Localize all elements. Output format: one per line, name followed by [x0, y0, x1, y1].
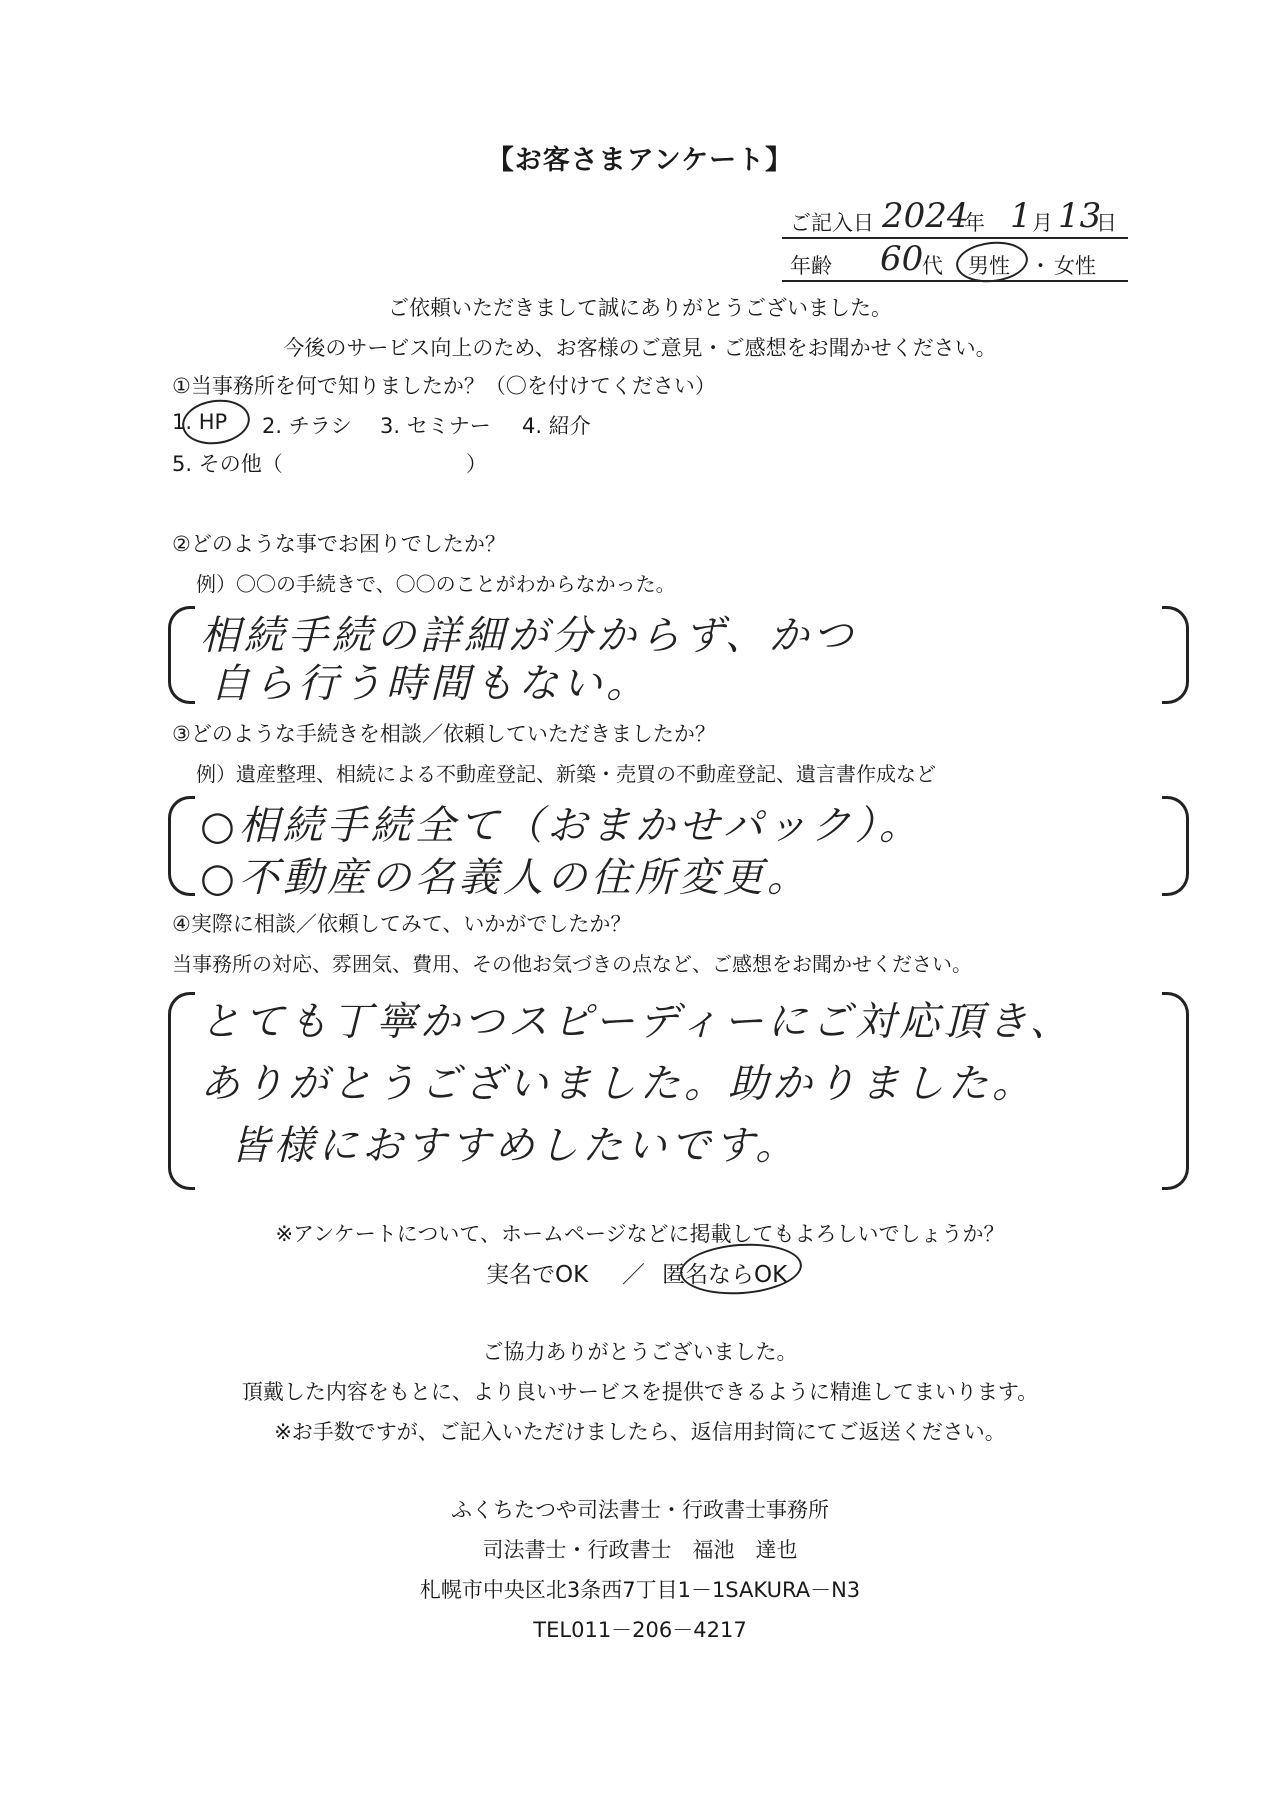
publish-question: ※アンケートについて、ホームページなどに掲載してもよろしいでしょうか？	[275, 1222, 1005, 1246]
date-label: ご記入日	[790, 211, 874, 235]
closing-line-2: 頂戴した内容をもとに、より良いサービスを提供できるように精進してまいります。	[241, 1380, 1039, 1404]
q4-example: 当事務所の対応、雰囲気、費用、その他お気づきの点など、ご感想をお聞かせください。	[172, 952, 972, 976]
q1-question: ①当事務所を何で知りましたか？（〇を付けてください）	[172, 374, 716, 398]
age-underline	[782, 280, 1128, 282]
q1-option-hp[interactable]: 1. HP	[172, 410, 228, 434]
office-tel: TEL011－206－4217	[533, 1618, 747, 1642]
gender-separator: ・	[1030, 254, 1051, 278]
q1-option-seminar[interactable]: 3. セミナー	[380, 414, 491, 438]
q2-answer-line-2[interactable]: 自ら行う時間もない。	[210, 661, 650, 707]
q2-question: ②どのような事でお困りでしたか？	[172, 532, 506, 556]
q2-example: 例）〇〇の手続きで、〇〇のことがわからなかった。	[196, 572, 676, 596]
office-name: ふくちたつや司法書士・行政書士事務所	[451, 1498, 829, 1522]
q3-right-bracket	[1162, 796, 1189, 896]
q4-answer-line-2[interactable]: ありがとうございました。助かりました。	[200, 1061, 1036, 1107]
q1-option-other-close: ）	[466, 452, 487, 476]
intro-line-2: 今後のサービス向上のため、お客様のご意見・ご感想をお聞かせください。	[283, 336, 997, 360]
q2-answer-line-1[interactable]: 相続手続の詳細が分からず、かつ	[200, 613, 857, 659]
q4-left-bracket	[168, 992, 195, 1190]
survey-title: 【お客さまアンケート】	[486, 145, 794, 176]
publish-separator: ／	[622, 1262, 645, 1288]
closing-line-3: ※お手数ですが、ご記入いただけましたら、返信用封筒にてご返送ください。	[274, 1420, 1006, 1444]
q3-question: ③どのような手続きを相談／依頼していただきましたか？	[172, 722, 716, 746]
q1-selected-circle	[179, 395, 252, 448]
q4-answer-line-3[interactable]: 皆様におすすめしたいです。	[230, 1123, 800, 1169]
q1-option-other[interactable]: 5. その他（	[172, 452, 283, 476]
date-day-value[interactable]: 13	[1058, 196, 1102, 236]
q1-option-flyer[interactable]: 2. チラシ	[262, 414, 352, 438]
q4-question: ④実際に相談／依頼してみて、いかがでしたか？	[172, 912, 632, 936]
gender-male-option[interactable]: 男性	[968, 254, 1010, 278]
closing-line-1: ご協力ありがとうございました。	[482, 1340, 798, 1364]
age-value[interactable]: 60	[880, 239, 924, 279]
q3-answer-line-2[interactable]: ○不動産の名義人の住所変更。	[200, 855, 811, 901]
q4-right-bracket	[1162, 992, 1189, 1190]
age-unit: 代	[922, 254, 943, 278]
gender-female-option[interactable]: 女性	[1054, 254, 1096, 278]
office-address: 札幌市中央区北3条西7丁目1－1SAKURA－N3	[419, 1578, 861, 1602]
q3-answer-line-1[interactable]: ○相続手続全て（おまかせパック）。	[200, 803, 923, 849]
date-month-unit: 月	[1032, 211, 1053, 235]
q2-left-bracket	[168, 606, 195, 704]
date-day-unit: 日	[1096, 211, 1117, 235]
date-underline	[782, 237, 1128, 239]
publish-option-real-name[interactable]: 実名でOK	[486, 1262, 589, 1288]
q3-example: 例）遺産整理、相続による不動産登記、新築・売買の不動産登記、遺言書作成など	[196, 762, 936, 786]
q4-answer-line-1[interactable]: とても丁寧かつスピーディーにご対応頂き、	[200, 999, 1074, 1045]
q2-right-bracket	[1162, 606, 1189, 704]
gender-selected-circle	[954, 238, 1030, 285]
intro-line-1: ご依頼いただきまして誠にありがとうございました。	[388, 296, 892, 320]
date-month-value[interactable]: 1	[1010, 196, 1032, 236]
date-year-value[interactable]: 2024	[882, 196, 969, 236]
age-label: 年齢	[790, 254, 832, 278]
q3-left-bracket	[168, 796, 195, 896]
q1-option-referral[interactable]: 4. 紹介	[522, 414, 591, 438]
date-year-unit: 年	[964, 211, 985, 235]
publish-option-anonymous[interactable]: 匿名ならOK	[662, 1262, 788, 1288]
publish-selected-circle	[678, 1240, 803, 1298]
office-person: 司法書士・行政書士 福池 達也	[482, 1538, 798, 1562]
